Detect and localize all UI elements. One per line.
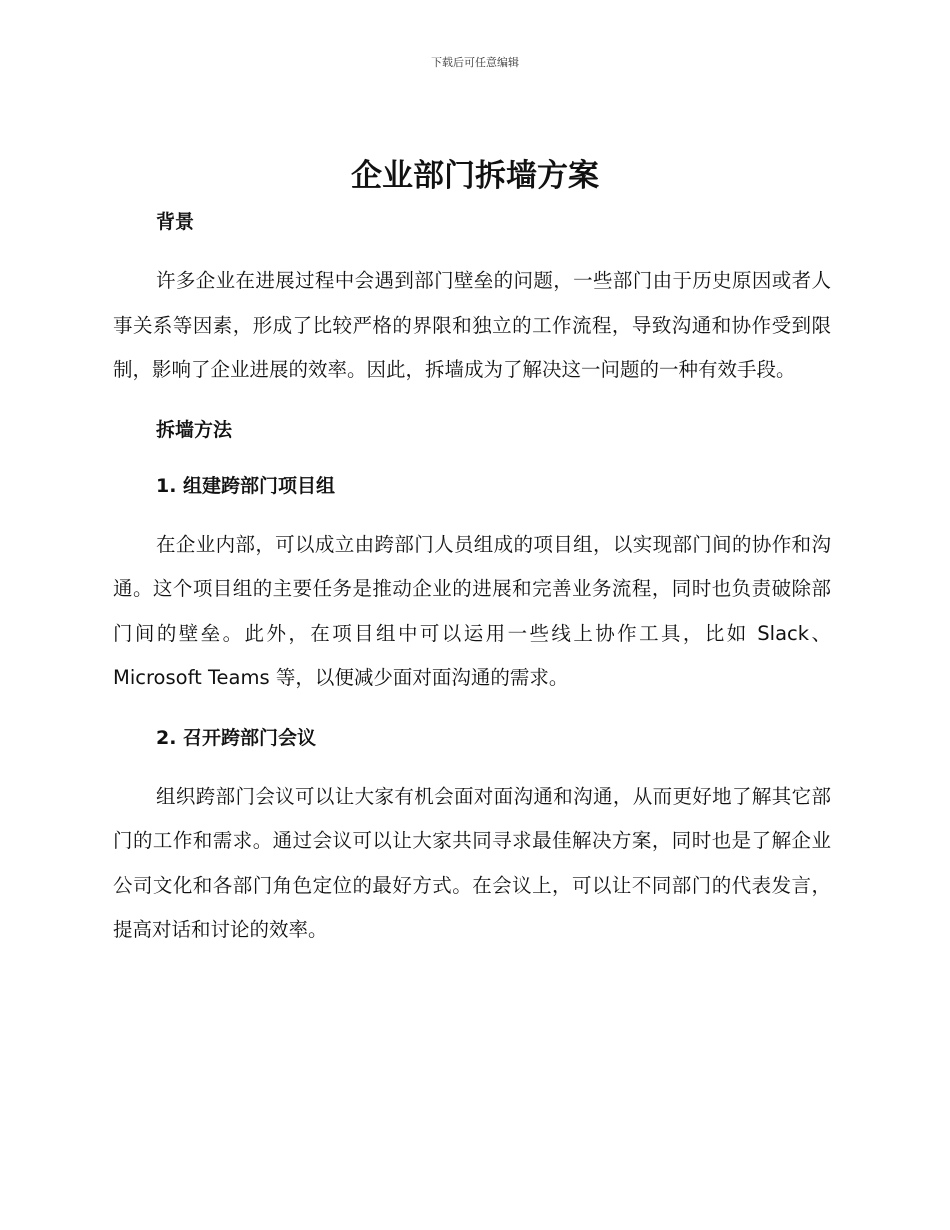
method-heading: 拆墙方法 <box>156 418 233 441</box>
document-body <box>113 203 831 953</box>
section-1-heading: 1. 组建跨部门项目组 <box>156 474 336 497</box>
section-1-paragraph: 在企业内部，可以成立由跨部门人员组成的项目组，以实现部门间的协作和沟通。这个项目组的主要任务是推动企业的进展和完善业务流程，同时也负责破除部门间的壁垒。此外，在项目组中可以运用一些线上协作工具，比如 Slack、Microsoft Teams 等，以便减少面对面沟通的需求。 <box>113 532 831 689</box>
document-title: 企业部门拆墙方案 <box>351 158 599 194</box>
header-note: 下载后可任意编辑 <box>431 56 519 69</box>
background-paragraph: 许多企业在进展过程中会遇到部门壁垒的问题，一些部门由于历史原因或者人事关系等因素，形成了比较严格的界限和独立的工作流程，导致沟通和协作受到限制，影响了企业进展的效率。因此，拆墙成为了解决这一问题的一种有效手段。 <box>113 269 831 381</box>
background-heading: 背景 <box>156 211 195 233</box>
section-2-paragraph: 组织跨部门会议可以让大家有机会面对面沟通和沟通，从而更好地了解其它部门的工作和需求。通过会议可以让大家共同寻求最佳解决方案，同时也是了解企业公司文化和各部门角色定位的最好方式。在会议上，可以让不同部门的代表发言，提高对话和讨论的效率。 <box>113 784 831 941</box>
section-2-heading: 2. 召开跨部门会议 <box>156 726 317 749</box>
